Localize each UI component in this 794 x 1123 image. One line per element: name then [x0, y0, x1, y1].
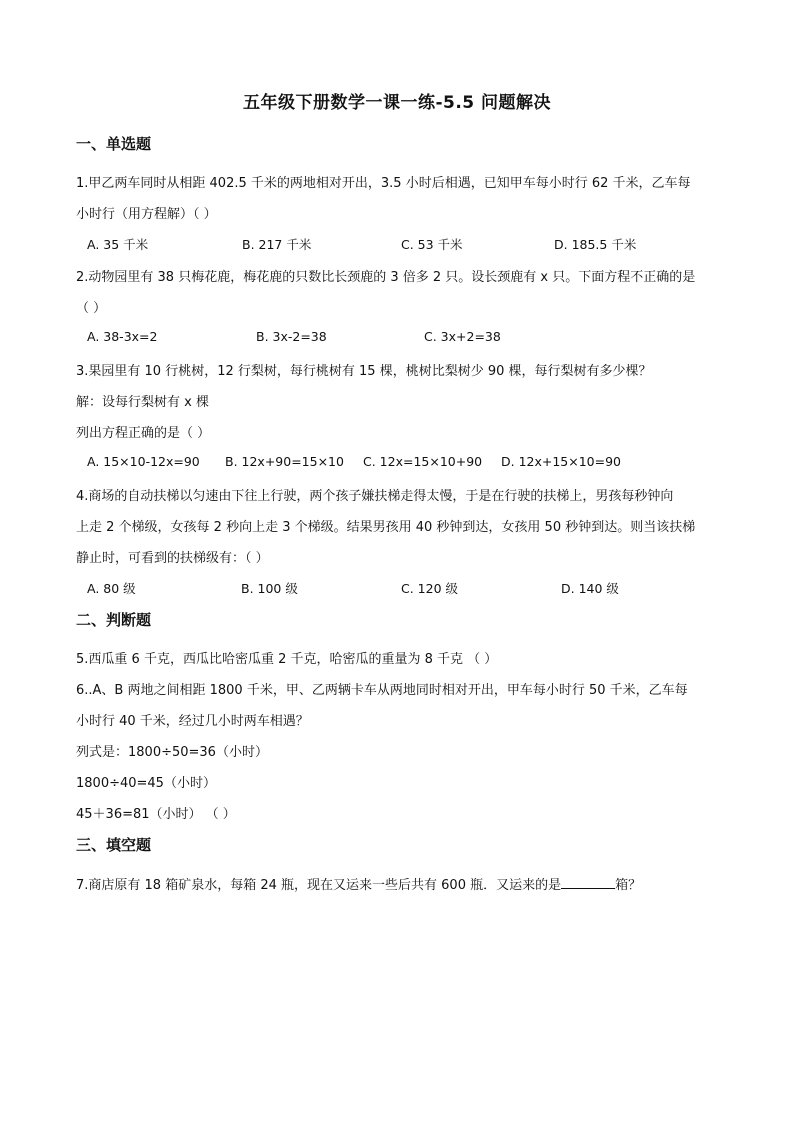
question-4-option-c: C. 120 级	[401, 581, 459, 596]
question-5-text: 5.西瓜重 6 千克，西瓜比哈密瓜重 2 千克，哈密瓜的重量为 8 千克 （ ）	[76, 652, 498, 667]
section-heading-true-false: 二、判断题	[76, 611, 152, 629]
question-4-option-b: B. 100 级	[241, 581, 298, 596]
question-3-text: 3.果园里有 10 行桃树，12 行梨树，每行桃树有 15 棵，桃树比梨树少 90 棵，每行梨树有多少棵？	[76, 364, 652, 379]
question-2-option-a: A. 38-3x=2	[87, 329, 158, 344]
question-4-prompt: 静止时，可看到的扶梯级有：（ ）	[76, 551, 269, 566]
question-4-option-a: A. 80 级	[87, 581, 136, 596]
page-title: 五年级下册数学一课一练-5.5 问题解决	[242, 93, 552, 113]
section-heading-single-choice: 一、单选题	[76, 135, 152, 153]
question-1-option-a: A. 35 千米	[87, 237, 149, 252]
question-1-option-c: C. 53 千米	[401, 237, 463, 252]
question-3-solution-setup: 解：设每行梨树有 x 棵	[76, 395, 209, 410]
question-3-option-a: A. 15×10-12x=90	[87, 454, 200, 469]
question-1-text-cont: 小时行（用方程解）（ ）	[76, 207, 217, 222]
question-3-option-b: B. 12x+90=15×10	[225, 454, 344, 469]
question-3-prompt: 列出方程正确的是（ ）	[76, 426, 211, 441]
question-1-option-b: B. 217 千米	[242, 237, 312, 252]
question-6-text-cont: 小时行 40 千米，经过几小时两车相遇？	[76, 714, 309, 729]
question-6-text: 6..A、B 两地之间相距 1800 千米，甲、乙两辆卡车从两地同时相对开出，甲车每小时行 50 千米，乙车每	[76, 683, 688, 698]
question-6-formula-3: 45＋36=81（小时） （ ）	[76, 807, 236, 822]
question-4-text: 4.商场的自动扶梯以匀速由下往上行驶，两个孩子嫌扶梯走得太慢，于是在行驶的扶梯上，男孩每秒钟向	[76, 489, 674, 504]
question-4-option-d: D. 140 级	[561, 581, 619, 596]
question-6-formula-2: 1800÷40=45（小时）	[76, 776, 216, 791]
question-2-option-c: C. 3x+2=38	[424, 329, 501, 344]
question-7-text-before: 7.商店原有 18 箱矿泉水，每箱 24 瓶，现在又运来一些后共有 600 瓶．又运来的是	[76, 878, 562, 893]
question-3-option-c: C. 12x=15×10+90	[363, 454, 483, 469]
question-2-text-cont: （ ）	[76, 301, 107, 316]
question-7-text-after: 箱？	[615, 878, 642, 893]
question-2-text: 2.动物园里有 38 只梅花鹿，梅花鹿的只数比长颈鹿的 3 倍多 2 只。设长颈鹿有 x 只。下面方程不正确的是	[76, 270, 696, 285]
answer-blank[interactable]	[561, 876, 615, 889]
question-1-option-d: D. 185.5 千米	[554, 237, 637, 252]
question-4-text-cont: 上走 2 个梯级，女孩每 2 秒向上走 3 个梯级。结果男孩用 40 秒钟到达，女孩用 50 秒钟到达。则当该扶梯	[76, 520, 696, 535]
section-heading-fill-blank: 三、填空题	[76, 836, 152, 854]
question-6-formula-1: 列式是：1800÷50=36（小时）	[76, 745, 268, 760]
question-7-text	[76, 874, 641, 893]
question-3-option-d: D. 12x+15×10=90	[501, 454, 622, 469]
question-1-text: 1.甲乙两车同时从相距 402.5 千米的两地相对开出，3.5 小时后相遇，已知甲车每小时行 62 千米，乙车每	[76, 176, 691, 191]
question-2-option-b: B. 3x-2=38	[256, 329, 327, 344]
